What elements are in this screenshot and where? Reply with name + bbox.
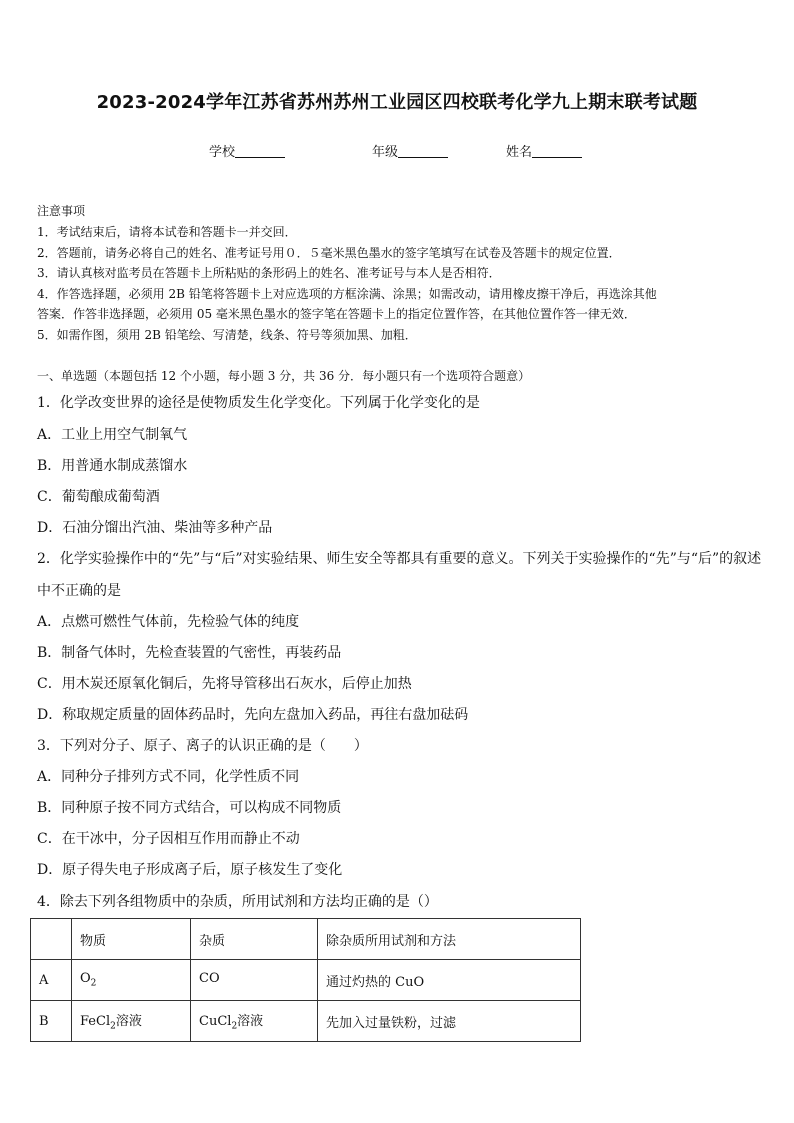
name-field bbox=[506, 141, 582, 160]
impurity-tail: 溶液 bbox=[237, 1014, 264, 1030]
impurity-text: CO bbox=[199, 971, 220, 987]
question-2-option: D．称取规定质量的固体药品时，先向左盘加入药品，再往右盘加砝码 bbox=[37, 707, 469, 723]
table-row bbox=[31, 960, 581, 1001]
question-2-option: B．制备气体时，先检查装置的气密性，再装药品 bbox=[37, 645, 342, 661]
method-cell: 先加入过量铁粉，过滤 bbox=[318, 1001, 581, 1042]
substance-subscript: 2 bbox=[110, 1021, 116, 1032]
row-label: A bbox=[31, 960, 72, 1001]
question-2-option: C．用木炭还原氧化铜后，先将导管移出石灰水，后停止加热 bbox=[37, 676, 412, 692]
substance-text: O bbox=[80, 971, 91, 987]
notice-heading: 注意事项 bbox=[37, 204, 86, 218]
substance-subscript: 2 bbox=[90, 978, 97, 989]
question-3-option: A．同种分子排列方式不同，化学性质不同 bbox=[37, 769, 300, 785]
question-2-option: A．点燃可燃性气体前，先检验气体的纯度 bbox=[37, 614, 300, 630]
page-title: 2023-2024学年江苏省苏州苏州工业园区四校联考化学九上期末联考试题 bbox=[96, 92, 698, 113]
notice-item: 4．作答选择题，必须用 2B 铅笔将答题卡上对应选项的方框涂满、涂黑；如需改动，请用橡皮擦干净后，再选涂其他 bbox=[37, 287, 657, 301]
grade-blank bbox=[398, 144, 448, 158]
question-2-stem: 2．化学实验操作中的“先”与“后”对实验结果、师生安全等都具有重要的意义。下列关于实验操作的“先”与“后”的叙述 bbox=[37, 551, 762, 567]
substance-text: FeCl bbox=[80, 1014, 111, 1030]
question-4-stem: 4．除去下列各组物质中的杂质，所用试剂和方法均正确的是（） bbox=[37, 894, 438, 910]
substance-tail: 溶液 bbox=[115, 1014, 142, 1030]
table-row bbox=[31, 1001, 581, 1042]
notice-item: 5．如需作图，须用 2B 铅笔绘、写清楚，线条、符号等须加黑、加粗． bbox=[37, 328, 417, 342]
notice-item: 答案．作答非选择题，必须用 05 毫米黑色墨水的签字笔在答题卡上的指定位置作答，在其他位置作答一律无效． bbox=[37, 307, 636, 321]
school-field bbox=[209, 141, 285, 160]
table-header-cell: 杂质 bbox=[191, 919, 318, 960]
question-1-option: C．葡萄酿成葡萄酒 bbox=[37, 489, 160, 505]
table-header-cell bbox=[31, 919, 72, 960]
question-1-option: B．用普通水制成蒸馏水 bbox=[37, 458, 188, 474]
impurity-cell bbox=[191, 1001, 318, 1042]
impurity-text: CuCl bbox=[199, 1014, 232, 1030]
grade-field bbox=[372, 141, 448, 160]
question-3-option: C．在干冰中，分子因相互作用而静止不动 bbox=[37, 831, 300, 847]
question-2-stem-cont: 中不正确的是 bbox=[37, 583, 121, 599]
question-3-stem: 3．下列对分子、原子、离子的认识正确的是（ ） bbox=[37, 738, 368, 754]
question-1-stem: 1．化学改变世界的途径是使物质发生化学变化。下列属于化学变化的是 bbox=[37, 395, 480, 411]
table-header-row bbox=[31, 919, 581, 960]
question-1-option: D．石油分馏出汽油、柴油等多种产品 bbox=[37, 520, 273, 536]
name-blank bbox=[532, 144, 582, 158]
question-3-option: B．同种原子按不同方式结合，可以构成不同物质 bbox=[37, 800, 342, 816]
school-blank bbox=[235, 144, 285, 158]
notice-item: 2．答题前，请务必将自己的姓名、准考证号用０．５毫米黑色墨水的签字笔填写在试卷及答题卡的规定位置． bbox=[37, 246, 621, 260]
question-3-option: D．原子得失电子形成离子后，原子核发生了变化 bbox=[37, 862, 343, 878]
notice-item: 3．请认真核对监考员在答题卡上所粘贴的条形码上的姓名、准考证号与本人是否相符． bbox=[37, 266, 501, 280]
impurity-cell bbox=[191, 960, 318, 1001]
grade-label: 年级 bbox=[372, 145, 399, 160]
school-label: 学校 bbox=[209, 145, 236, 160]
method-cell: 通过灼热的 CuO bbox=[318, 960, 581, 1001]
table-header-cell: 除杂质所用试剂和方法 bbox=[318, 919, 581, 960]
row-label: B bbox=[31, 1001, 72, 1042]
table-header-cell: 物质 bbox=[72, 919, 191, 960]
notice-item: 1．考试结束后，请将本试卷和答题卡一并交回． bbox=[37, 225, 297, 239]
substance-cell bbox=[72, 960, 191, 1001]
impurity-subscript: 2 bbox=[231, 1021, 238, 1032]
substance-cell bbox=[72, 1001, 191, 1042]
question-4-table bbox=[30, 918, 581, 1042]
section-heading: 一、单选题（本题包括 12 个小题，每小题 3 分，共 36 分．每小题只有一个选项符合题意） bbox=[37, 369, 531, 383]
name-label: 姓名 bbox=[506, 145, 533, 160]
question-1-option: A．工业上用空气制氧气 bbox=[37, 427, 188, 443]
